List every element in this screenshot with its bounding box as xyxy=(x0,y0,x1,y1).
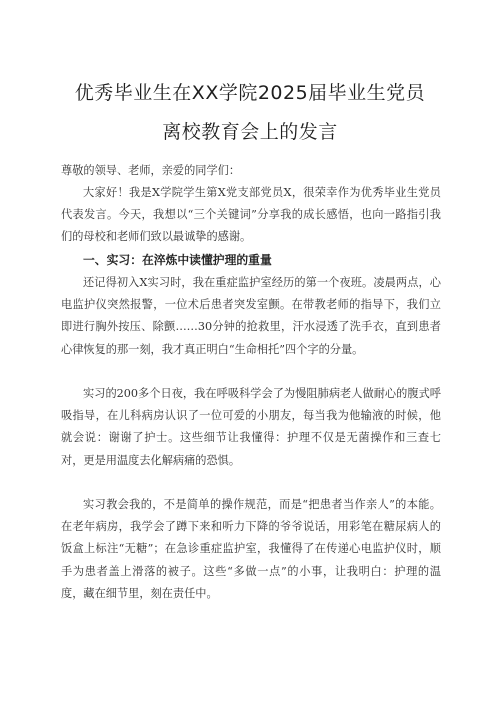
document-title-line-1: 优秀毕业生在XX学院2025届毕业生党员 xyxy=(74,82,426,104)
section-1-paragraph-3: 实习教会我的，不是简单的操作规范，而是“把患者当作亲人”的本能。在老年病房，我学会了蹲下来和听力下降的爷爷说话，用彩笔在糖尿病人的饭盒上标注“无糖”；在急诊重症监护室，我懂得了在传递心电监护仪时，顺手为患者盖上滑落的被子。这些“多做一点”的小事，让我明白：护理的温度，藏在细节里，刻在责任中。 xyxy=(61,498,441,600)
intro-paragraph: 大家好！我是X学院学生第X党支部党员X，很荣幸作为优秀毕业生党员代表发言。今天，我想以“三个关键词”分享我的成长感悟，也向一路指引我们的母校和老师们致以最诚挚的感谢。 xyxy=(61,186,441,244)
greeting: 尊敬的领导、老师，亲爱的同学们： xyxy=(61,164,241,177)
section-1-paragraph-1: 还记得初入X实习时，我在重症监护室经历的第一个夜班。凌晨两点，心电监护仪突然报警，一位术后患者突发室颤。在带教老师的指导下，我们立即进行胸外按压、除颤……30分钟的抢救里，汗水浸透了洗手衣，直到患者心律恢复的那一刻，我才真正明白“生命相托”四个字的分量。 xyxy=(61,276,441,356)
document-title-line-2: 离校教育会上的发言 xyxy=(162,121,338,143)
section-1-heading: 一、实习：在淬炼中读懂护理的重量 xyxy=(83,253,272,267)
section-1-paragraph-2: 实习的200多个日夜，我在呼吸科学会了为慢阻肺病老人做耐心的腹式呼吸指导，在儿科病房认识了一位可爱的小朋友，每当我为他输液的时候，他就会说：谢谢了护士。这些细节让我懂得：护理不仅是无菌操作和三查七对，更是用温度去化解病痛的恐惧。 xyxy=(61,387,441,467)
